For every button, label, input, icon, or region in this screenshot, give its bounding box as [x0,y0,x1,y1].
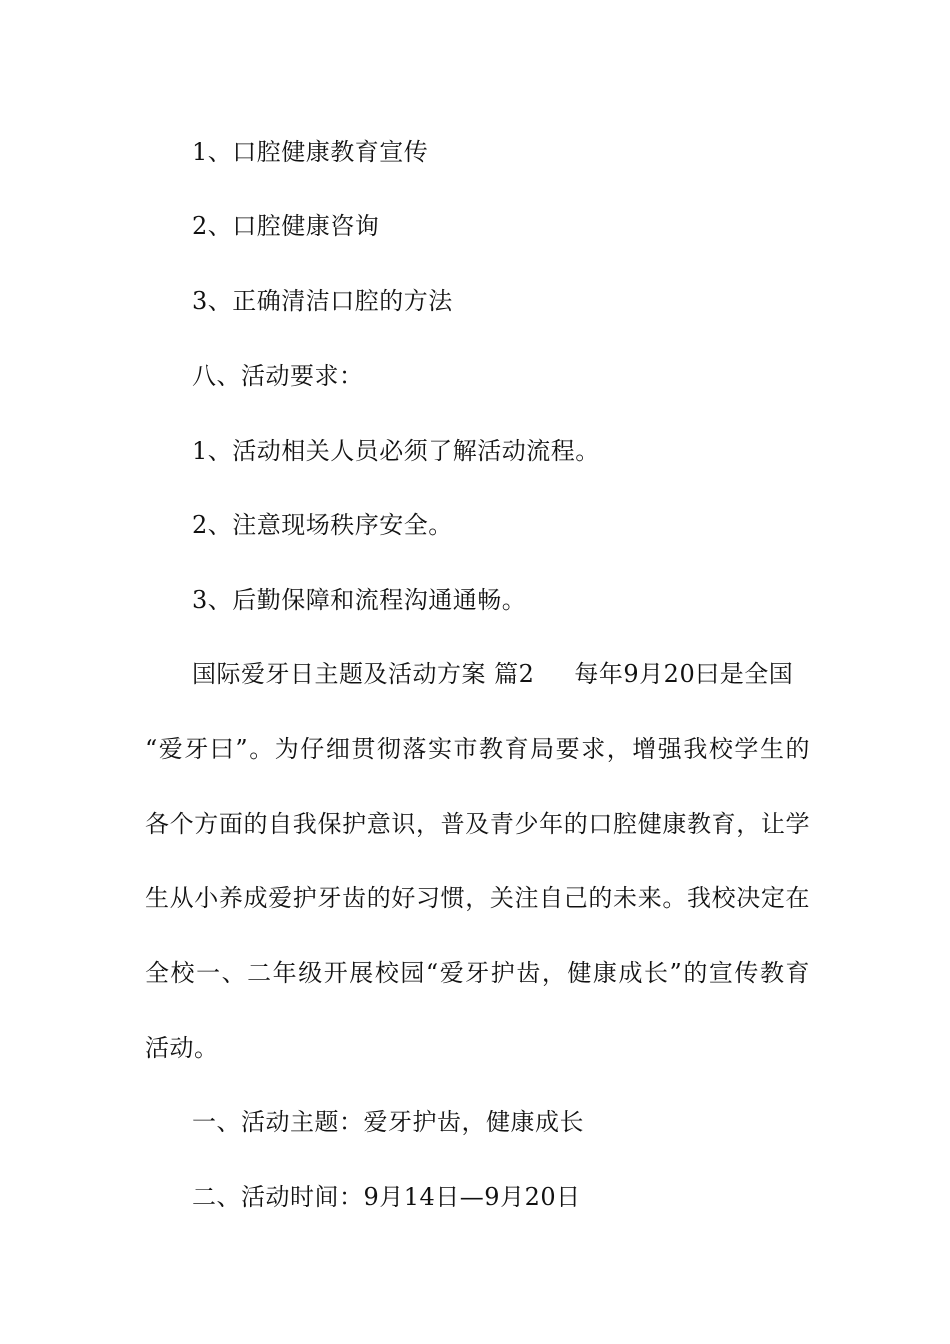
paragraph-line: “爱牙曰”。为仔细贯彻落实市教育局要求，增强我校学生的 [145,735,810,763]
paragraph-line: 生从小养成爱护牙齿的好习惯，关注自己的未来。我校决定在 [145,884,810,912]
article-title: 国际爱牙日主题及活动方案 篇2 [192,660,535,688]
activity-time: 二、活动时间：9月14日—9月20日 [192,1183,581,1211]
list-item: 2、口腔健康咨询 [192,212,380,240]
list-item: 3、后勤保障和流程沟通通畅。 [192,586,527,614]
paragraph-line: 全校一、二年级开展校园“爱牙护齿，健康成长”的宣传教育 [145,959,810,987]
paragraph-line: 活动。 [145,1034,219,1062]
paragraph-line: 各个方面的自我保护意识，普及青少年的口腔健康教育，让学 [145,810,810,838]
paragraph-line: 每年9月20曰是全国 [574,660,794,688]
list-item: 2、注意现场秩序安全。 [192,511,453,539]
list-item: 1、口腔健康教育宣传 [192,138,429,166]
list-item: 1、活动相关人员必须了解活动流程。 [192,437,600,465]
article-first-line [192,658,857,690]
section-heading: 八、活动要求： [192,362,364,390]
activity-theme: 一、活动主题：爱牙护齿，健康成长 [192,1108,584,1136]
list-item: 3、正确清洁口腔的方法 [192,287,453,315]
